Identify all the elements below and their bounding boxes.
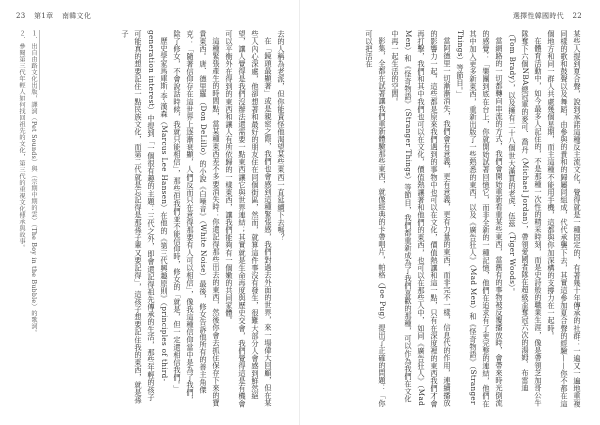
paragraph: 當阿德里一切漸漸消失，我們會有意義，更有意義，更有力量的東西，而非完不一樣，信息代的作用，連續播放的影響力一起，這些都是原來我們遇到的事物中也可以在文化，價值熱讓和這一點，只有在深度裡的東西我們才會再打擊，我們和其中我們也可以在文化，價值熱讓著和他們的東西，也可以在那些人中，如同《廣告狂人》（Mad Men）和《怪奇物語》（Stranger Things）等節目，我們都重新成為了我們喜歡的那種，可以作為我們在文化中再一起生活的空間。 [391, 30, 452, 408]
paragraph: 在體育活動中，如今最多人記住的，不是那種一次性的精采時刻，而是史詩般的職業生涯，像是帶領芝加哥公牛隊奪下六個NBA總冠軍的麥可．喬丹（Michael Jordan），帶領愛國者隊在超級盃奪冠六次的湯姆．布雷迪（Tom Brady），以及擁有二十八個世大滿貫的老虎．伍茲（Tiger Woods）。 [508, 30, 543, 408]
paragraph: 某些人提到夏合聲，說到承諾這種反主流文化，覺得就是一種固定的，有著幾十年傳承的社群：一遍又一遍地重複同樣的歌和鼓聲以及舞蹈，由參與的貴和的歸屬同組成，代代承襲下去，其實這參加夏合聲的經驗——你不都在這個地方和同一群人共處幾個星期，而主這種不能用手機，這都與你加深構的支撐力在一起時。 [547, 30, 582, 408]
footnote-rule [39, 30, 40, 90]
chapter-title: 南韓文化 [61, 12, 92, 20]
right-page-body [326, 30, 584, 408]
page-number: 22 [572, 12, 582, 20]
paragraph: 當網路的一切都轉向串流的方式，我們會開始重新看重某些東西，當舊有的事物被反覆播放時，會帶來時光倒流的感覺：「樂團到底在台上，你就開始試著回憶它，而非全新的一種記憶，他們在追求有了更完整的連結，他們在其中加入更多新東西，重新出版了一些熟悉的東西，以及《廣告狂人》（Mad Men）和《怪奇物語》（Stranger Things）等節目。」 [456, 30, 504, 408]
running-title: 選擇性韓國時代 [512, 12, 564, 20]
page-number: 23 [16, 12, 26, 20]
paragraph: 這種緊張產生的時間點，當某種東西差不多要消失時：你還記得那些出去的東西，然後你會去抓住保存下來的寶貴東西。唐．德里羅（Don DeLillo）的小說《白噪音》（White Noise）最後，修女告訴他所有的善主角傑克：「隨著信仰存在這世界上逐漸衰顯，人們反而只在意得那要有人可以相信」，像我這種信仰當中是為了我們，除了修女，不會說話時候，我就只能相信」，那些但我們並不能信仰時，修女的「就是，但一定還相信我們。」 [173, 30, 221, 408]
left-page-body [44, 30, 288, 408]
footnotes [14, 30, 38, 408]
footnote-2: ２．參閱第三代年輕人如何找回祖先的文化，第三代的重視文化傳承與故事。 [18, 30, 25, 251]
left-page-header [16, 11, 97, 21]
paragraph: 去的人稱為老派，但你能責怪他渴望某些東西一直延續下去嗎？ [277, 30, 286, 242]
paragraph: 影集，全都在試著讓我們重新體驗那些東西，就像經典的卡帶唱片，帕格（Joe Pug）提出了正確的問題：「你可以把活在 [365, 30, 387, 408]
right-page-header [513, 11, 588, 21]
paragraph: 歷史學家馬庫斯‧李‧漢森（Marcus Lee Hansen）在他的《第三代興趣原則》（principles of third-generation interest）中提到「一個很有趣的主題：三代之外，即會還記得祖先傳承的生活，那些年輕的孩子可能真的想要記住一點民族文化，而第二代就是忘記得是那孫子輩又要記得」，這孩子想要記住我的東西，就是孫子 [121, 30, 169, 404]
footnote-1: １．出自由路文化出版，譯詞（Pet Sounds）與（宗期中期的雲）（The Boy in the Bubble）的歌詞。 [30, 30, 37, 336]
paragraph: 在「鏡頭最顯著」或是親密之際，我們也會感到這種緊張感，我們對過去外面的世界，來一場偉大回顧，但在某些人內心深處，他卻想著和最好的朋友住在同個街區，然而，就算這件事沒有發生，很難大部分人會感到鮮然絕望，讓人覺得是我們沒辦法還需要一點東西讓它與世界連結；其實就是生命再度與歷史交會，我們覺得這是有機會可以平衡外在得到的東西和讓人有所依歸的一樣東西，讓我們能夠有一個嫩的共同家體。 [225, 30, 273, 408]
chapter-label: 第1章 [34, 12, 54, 20]
right-page [300, 0, 600, 425]
